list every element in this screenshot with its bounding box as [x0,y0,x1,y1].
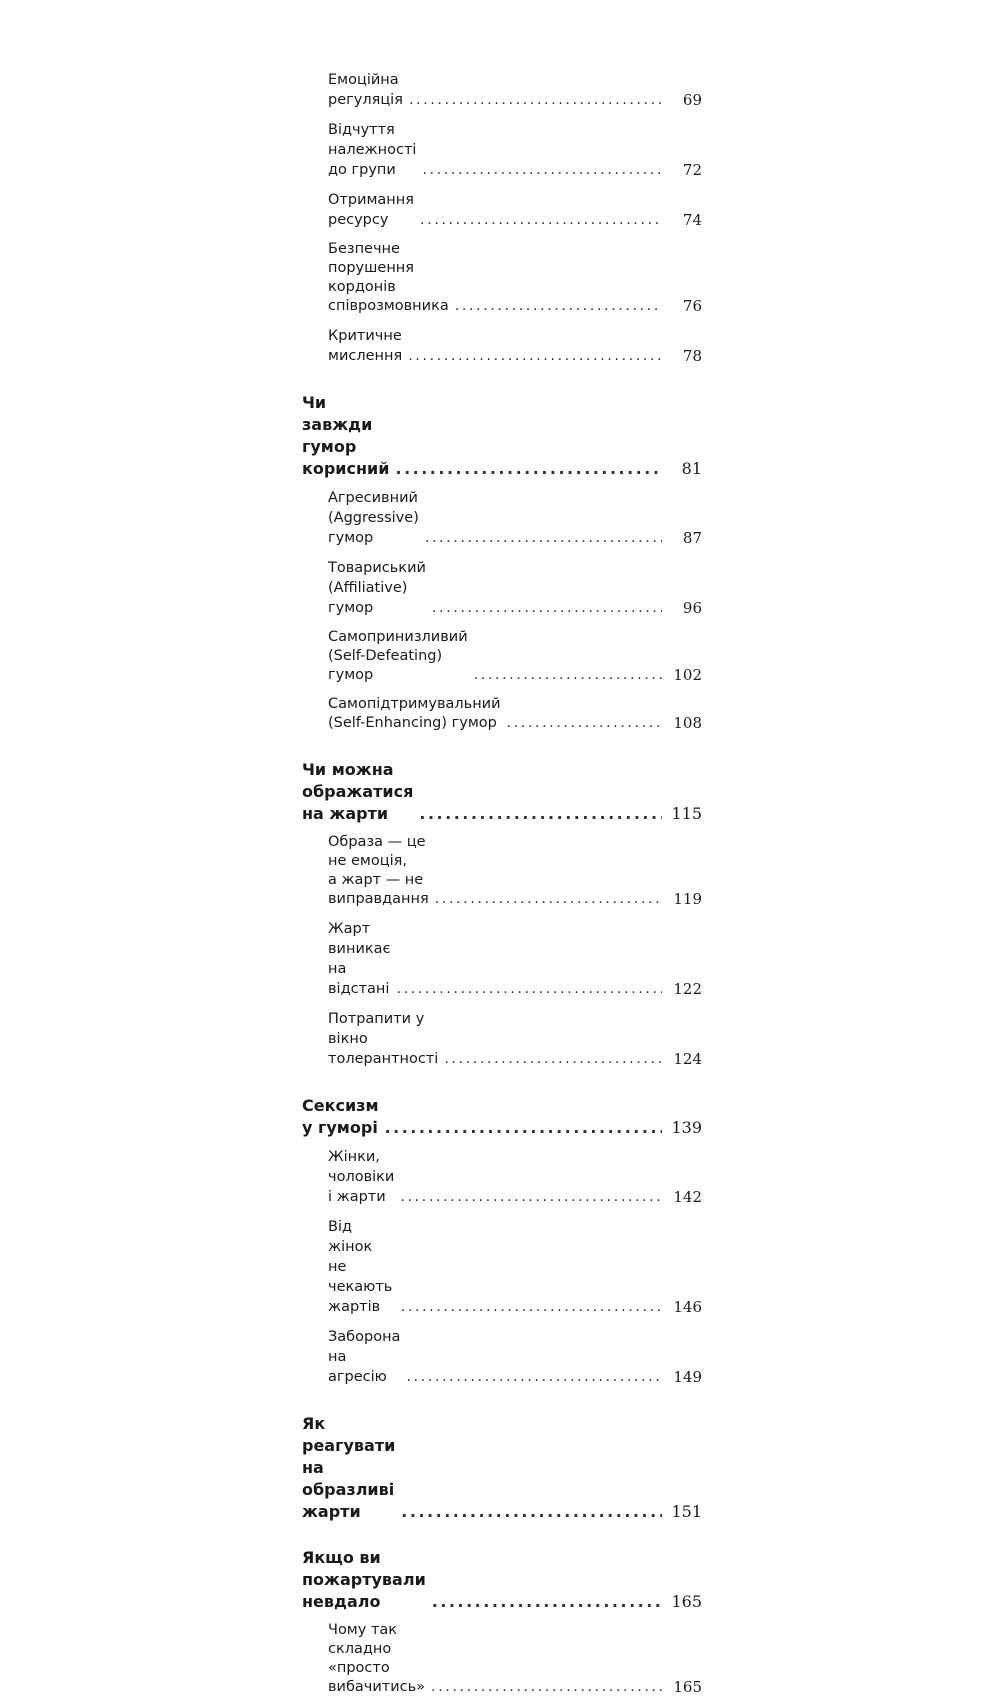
toc-chapter-entry [302,1413,702,1523]
toc-section-entry [302,120,702,180]
toc-page-number: 76 [682,297,702,315]
dot-leader [455,297,662,316]
toc-section-entry [302,1009,702,1069]
dot-leader [425,528,662,548]
dot-leader [406,1367,662,1387]
dot-leader [385,1117,662,1139]
toc-entry-title: Потрапити у вікно толерантності [328,1011,439,1067]
toc-section-entry [302,919,702,999]
toc-section-entry [302,1217,702,1317]
toc-page-number: 124 [673,1050,702,1068]
spacer [302,825,702,833]
toc-section-entry [302,1327,702,1387]
dot-leader [409,90,662,110]
dot-leader [431,1678,662,1697]
dot-leader [432,1591,662,1613]
spacer [302,1079,702,1095]
spacer [302,1613,702,1621]
toc-page-number: 96 [682,599,702,617]
toc-page-number: 165 [671,1592,702,1611]
spacer [302,1523,702,1531]
toc-section-entry [302,833,702,909]
spacer [302,376,702,392]
toc-entry-title: Чому так складно «просто вибачитись» [328,1622,426,1695]
dot-leader [444,1049,662,1069]
dot-leader [395,458,662,480]
dot-leader [474,666,662,685]
dot-leader [435,890,662,909]
dot-leader [401,1297,662,1317]
toc-entry-title: Від жінок не чекають жартів [328,1219,393,1315]
toc-section-entry [302,558,702,618]
toc-page-number: 108 [673,714,702,732]
toc-entry-title: Товариський (Affiliative) гумор [328,560,426,616]
toc-page-number: 151 [671,1502,702,1521]
dot-leader [419,803,662,825]
dot-leader [396,979,662,999]
toc-section-entry [302,326,702,366]
toc-page-number: 142 [673,1188,702,1206]
toc-page-number: 119 [673,890,702,908]
dot-leader [400,1187,662,1207]
toc-page-number: 122 [673,980,702,998]
toc-chapter-entry [302,1547,702,1613]
toc-entry-title: Жінки, чоловіки і жарти [328,1149,395,1205]
toc-entry-title: Відчуття належності до групи [328,122,417,178]
toc-page-number: 115 [671,804,702,823]
toc-section-entry [302,488,702,548]
dot-leader [432,598,662,618]
toc-entry-title: Образа — це не емоція, а жарт — не виправдання [328,834,429,907]
toc-section-entry [302,695,702,733]
toc-chapter-entry [302,392,702,480]
toc-entry-title: Отримання ресурсу [328,192,414,228]
table-of-contents [302,70,702,1707]
toc-entry-title: Самопринизливий (Self-Defeating) гумор [328,629,468,683]
toc-entry-title: Безпечне порушення кордонів співрозмовника [328,241,449,314]
toc-page-number: 165 [673,1678,702,1696]
spacer [302,743,702,759]
toc-entry-title: Чи можна ображатися на жарти [302,760,414,823]
toc-page-number: 139 [671,1118,702,1137]
toc-entry-title: Чи завжди гумор корисний [302,393,390,478]
toc-page-number: 72 [682,161,702,179]
toc-page-number: 78 [682,347,702,365]
dot-leader [420,210,662,230]
toc-page-number: 87 [682,529,702,547]
toc-section-entry [302,1621,702,1697]
toc-chapter-entry [302,1095,702,1139]
spacer [302,1139,702,1147]
toc-entry-title: Агресивний (Aggressive) гумор [328,490,419,546]
toc-section-entry [302,1147,702,1207]
dot-leader [401,1501,662,1523]
toc-entry-title: Як реагувати на образливі жарти [302,1414,396,1521]
spacer [302,1531,702,1547]
toc-page-number: 69 [682,91,702,109]
toc-section-entry [302,240,702,316]
dot-leader [422,160,662,180]
toc-page-number: 146 [673,1298,702,1316]
toc-chapter-entry [302,759,702,825]
toc-entry-title: Емоційна регуляція [328,72,403,108]
dot-leader [408,346,662,366]
toc-page-number: 149 [673,1368,702,1386]
toc-page-number: 102 [673,666,702,684]
dot-leader [507,714,662,733]
toc-section-entry [302,70,702,110]
toc-entry-title: Критичне мислення [328,328,403,364]
spacer [302,1397,702,1413]
toc-section-entry [302,190,702,230]
toc-entry-title: Самопідтримувальний (Self-Enhancing) гумор [328,696,501,731]
toc-entry-title: Сексизм у гуморі [302,1096,379,1137]
toc-entry-title: Заборона на агресію [328,1329,401,1385]
toc-entry-title: Жарт виникає на відстані [328,921,391,997]
toc-page-number: 81 [681,459,702,478]
toc-entry-title: Якщо ви пожартували невдало [302,1548,426,1611]
spacer [302,480,702,488]
toc-page-number: 74 [682,211,702,229]
toc-section-entry [302,628,702,685]
